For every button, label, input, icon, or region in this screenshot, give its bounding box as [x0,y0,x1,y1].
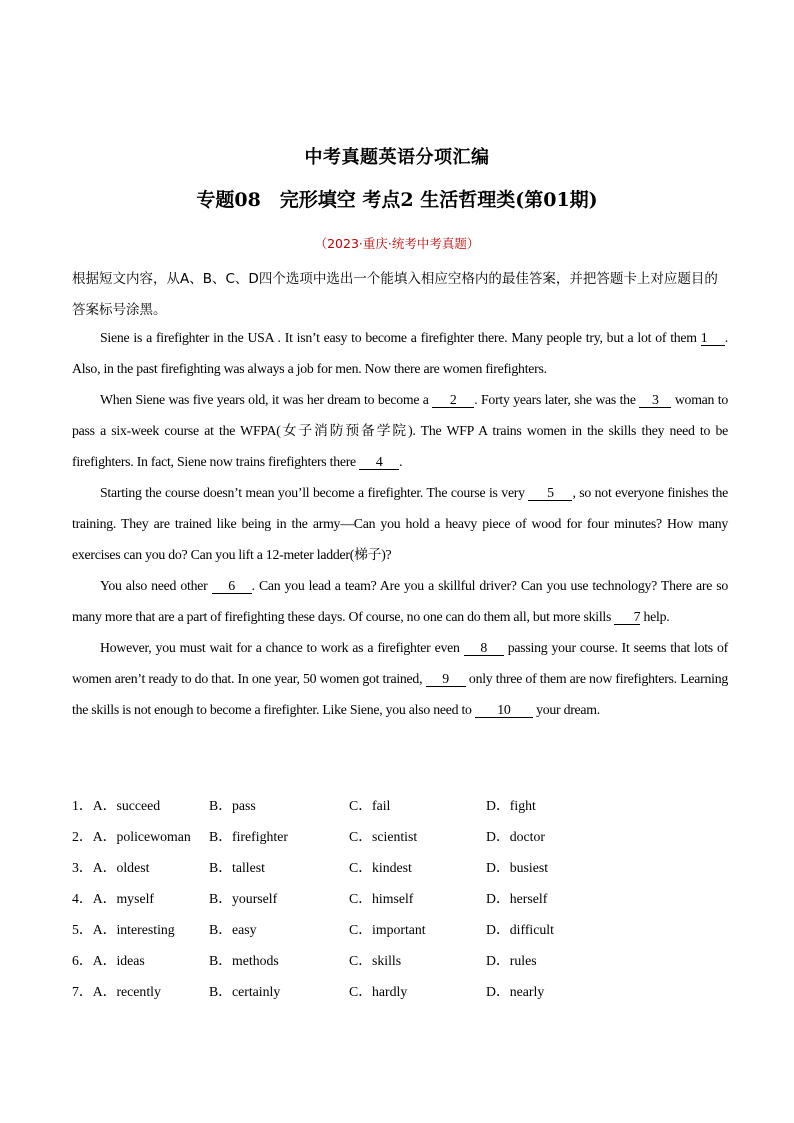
option-b: B．easy [209,922,257,937]
document-title: 中考真题英语分项汇编 [304,147,490,168]
paragraph-1 [72,322,728,384]
option-row [72,883,722,914]
blank-8: 8 [464,641,504,656]
option-c: C．himself [349,891,414,906]
blank-3: 3 [639,393,671,408]
option-b: B．methods [209,953,279,968]
option-d: D．doctor [486,829,546,844]
text: . Forty years later, she was the [474,392,640,407]
text: your dream. [532,702,600,717]
paragraph-3 [72,477,728,570]
option-row [72,790,722,821]
option-row [72,821,722,852]
option-a: 6．A．ideas [72,953,145,968]
text: Siene is a firefighter in the USA . It isn’t easy to become a firefighter there. Many people try, but a lot of them [100,330,701,345]
option-a: 7．A．recently [72,984,161,999]
text: passing your course. It seems that lots of women aren’t ready to do that. In one year, 50 women got trained, [72,640,728,686]
text: Starting the course doesn’t mean you’ll become a firefighter. The course is very [100,485,529,500]
blank-5: 5 [528,486,572,501]
option-row [72,945,722,976]
option-a: 5．A．interesting [72,922,175,937]
option-b: B．pass [209,798,256,813]
option-a: 1．A．succeed [72,798,161,813]
text: , so not everyone finishes the training. They are trained like being in the army—Can you hold a heavy piece of wood for four minutes? How many exercises can you do? Can you lift a 12-meter ladder(梯子)? [72,485,728,562]
option-b: B．yourself [209,891,278,906]
option-c: C．scientist [349,829,418,844]
blank-7: 7 [614,610,640,625]
exam-source: （2023·重庆·统考中考真题） [314,236,480,251]
paragraph-2 [72,384,728,477]
option-row [72,914,722,945]
option-b: B．certainly [209,984,281,999]
passage [72,322,728,725]
text: . Can you lead a team? Are you a skillful driver? Can you use technology? There are so many more that are a part of firefighting these days. Of course, no one can do them all, but more skills [72,578,728,624]
document-subtitle: 专题08 完形填空 考点2 生活哲理类(第01期) [196,189,598,211]
option-a: 3．A．oldest [72,860,150,875]
paragraph-4 [72,570,728,632]
option-row [72,976,722,1007]
option-c: C．important [349,922,426,937]
instructions: 根据短文内容，从A、B、C、D四个选项中选出一个能填入相应空格内的最佳答案，并把答题卡上对应题目的答案标号涂黑。 [72,271,718,318]
option-d: D．rules [486,953,537,968]
text: help. [640,609,670,624]
text: However, you must wait for a chance to work as a firefighter even [100,640,464,655]
blank-1: 1 [701,331,725,346]
option-c: C．fail [349,798,391,813]
text: woman to pass a six-week course at the WFPA(女子消防预备学院). The WFP A trains women in the skills they need to be firefighters. In fact, Siene now trains firefighters there [72,392,728,469]
option-c: C．skills [349,953,402,968]
text: . [399,454,403,469]
blank-9: 9 [426,672,466,687]
text: . Also, in the past firefighting was always a job for men. Now there are women firefighters. [72,330,728,376]
option-a: 4．A．myself [72,891,155,906]
option-d: D．herself [486,891,548,906]
option-c: C．hardly [349,984,408,999]
text: When Siene was five years old, it was her dream to become a [100,392,433,407]
option-a: 2．A．policewoman [72,829,191,844]
option-row [72,852,722,883]
answer-options [72,790,722,1007]
option-d: D．busiest [486,860,549,875]
blank-10: 10 [475,703,533,718]
blank-4: 4 [359,455,399,470]
option-d: D．fight [486,798,536,813]
blank-2: 2 [432,393,474,408]
option-b: B．firefighter [209,829,288,844]
option-d: D．difficult [486,922,554,937]
text: You also need other [100,578,212,593]
option-c: C．kindest [349,860,412,875]
option-b: B．tallest [209,860,265,875]
paragraph-5 [72,632,728,725]
option-d: D．nearly [486,984,545,999]
blank-6: 6 [212,579,252,594]
text: only three of them are now firefighters. Learning the skills is not enough to become a firefighter. Like Siene, you also need to [72,671,728,717]
